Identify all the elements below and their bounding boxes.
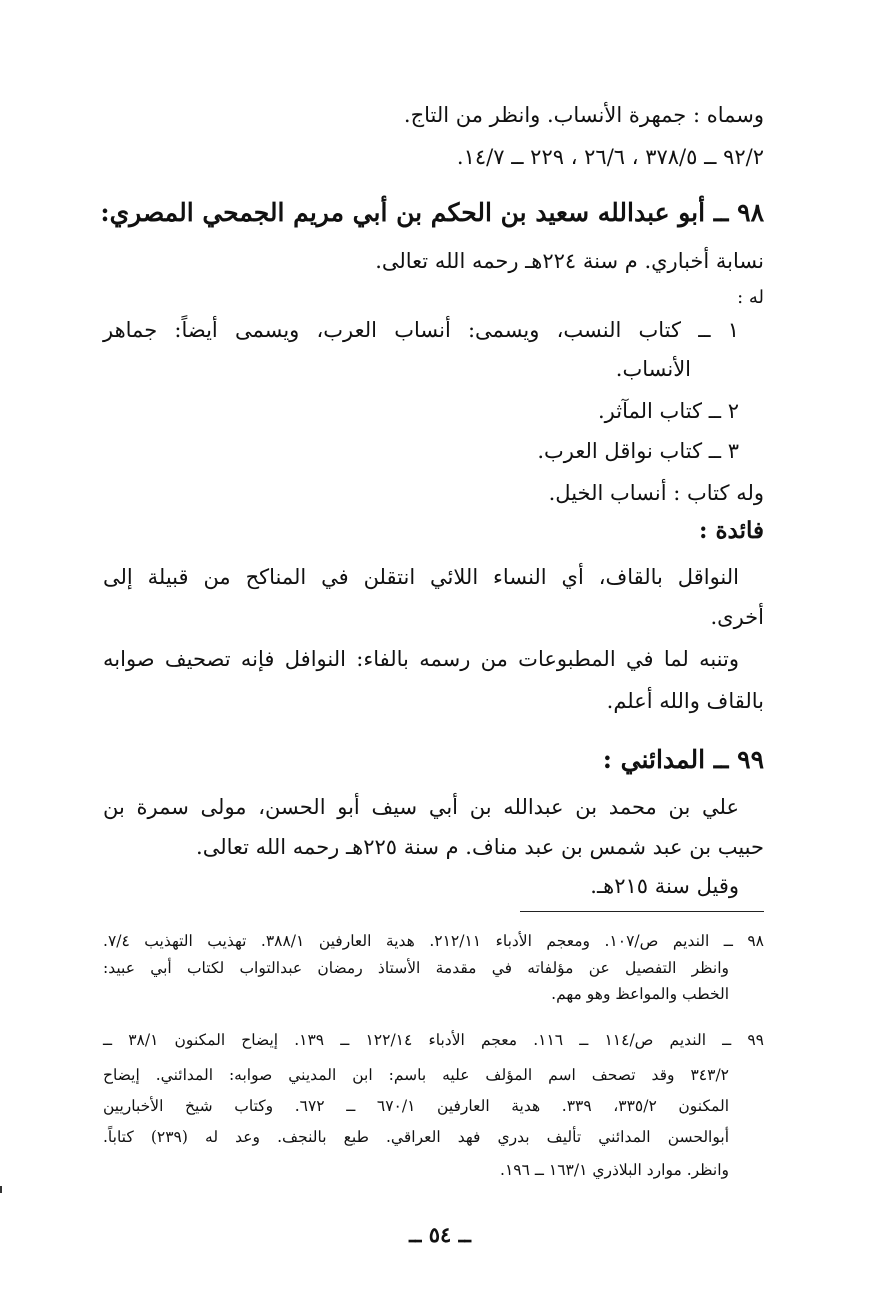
entry-99-alt-date: وقيل سنة ٢١٥هـ. <box>590 874 739 898</box>
footnote-separator <box>520 911 764 912</box>
scan-edge-mark <box>0 1186 2 1193</box>
faida-paragraph-2: وتنبه لما في المطبوعات من رسمه بالفاء: النوافل فإنه تصحيف صوابه <box>103 647 739 671</box>
text-line-jamhara: وسماه : جمهرة الأنساب. وانظر من التاج. <box>403 103 764 127</box>
text-line-references: ٩٢/٢ ــ ٣٧٨/٥ ، ٢٦/٦ ، ٢٢٩ ــ ١٤/٧. <box>456 145 764 169</box>
footnote-99-line-5: وانظر. موارد البلاذري ١٦٣/١ ــ ١٩٦. <box>500 1161 729 1179</box>
footnote-99-line-4: أبوالحسن المدائني تأليف بدري فهد العراقي. طبع بالنجف. وعد له (٢٣٩) كتاباً. <box>103 1128 729 1146</box>
entry-98-other-work: وله كتاب : أنساب الخيل. <box>548 481 764 505</box>
footnote-99-line-3: المكنون ٣٣٥/٢، ٣٣٩. هدية العارفين ٦٧٠/١ ــ ٦٧٢. وكتاب شيخ الأخباريين <box>103 1097 730 1115</box>
entry-98-work-2: ٢ ــ كتاب المآثر. <box>598 399 739 423</box>
footnote-99-line-1: ٩٩ ــ النديم ص/١١٤ ــ ١١٦. معجم الأدباء ١٢٢/١٤ ــ ١٣٩. إيضاح المكنون ٣٨/١ ــ <box>103 1031 765 1049</box>
footnote-98-line-1: ٩٨ ــ النديم ص/١٠٧. ومعجم الأدباء ٢١٢/١١. هدية العارفين ٣٨٨/١. تهذيب التهذيب ٧/٤. <box>103 932 765 950</box>
faida-heading: فائدة : <box>698 517 764 544</box>
entry-98-works-label: له : <box>737 287 764 308</box>
entry-99-heading: ٩٩ ــ المدائني : <box>602 745 764 774</box>
entry-99-description-cont: حبيب بن عبد شمس بن عبد مناف. م سنة ٢٢٥هـ رحمه الله تعالى. <box>196 835 764 859</box>
footnote-98-line-2: وانظر التفصيل عن مؤلفاته في مقدمة الأستاذ رمضان عبدالتواب لكتاب أبي عبيد: <box>103 959 729 977</box>
entry-98-description: نسابة أخباري. م سنة ٢٢٤هـ رحمه الله تعالى. <box>375 249 764 273</box>
entry-98-heading: ٩٨ ــ أبو عبدالله سعيد بن الحكم بن أبي مريم الجمحي المصري: <box>100 198 764 227</box>
entry-98-work-3: ٣ ــ كتاب نواقل العرب. <box>537 439 739 463</box>
footnote-98-line-3: الخطب والمواعظ وهو مهم. <box>551 985 729 1003</box>
faida-paragraph-2-cont: بالقاف والله أعلم. <box>606 689 764 713</box>
entry-98-work-1: ١ ــ كتاب النسب، ويسمى: أنساب العرب، ويسمى أيضاً: جماهر <box>103 318 739 342</box>
page-number: ــ ٥٤ ــ <box>409 1222 471 1247</box>
entry-98-work-1-cont: الأنساب. <box>615 357 691 381</box>
faida-paragraph-1: النواقل بالقاف، أي النساء اللائي انتقلن في المناكح من قبيلة إلى <box>103 565 739 589</box>
faida-paragraph-1-cont: أخرى. <box>710 605 764 629</box>
footnote-99-line-2: ٣٤٣/٢ وقد تصحف اسم المؤلف عليه باسم: ابن المديني صوابه: المدائني. إيضاح <box>103 1066 729 1084</box>
entry-99-description: علي بن محمد بن عبدالله بن أبي سيف أبو الحسن، مولى سمرة بن <box>103 795 739 819</box>
